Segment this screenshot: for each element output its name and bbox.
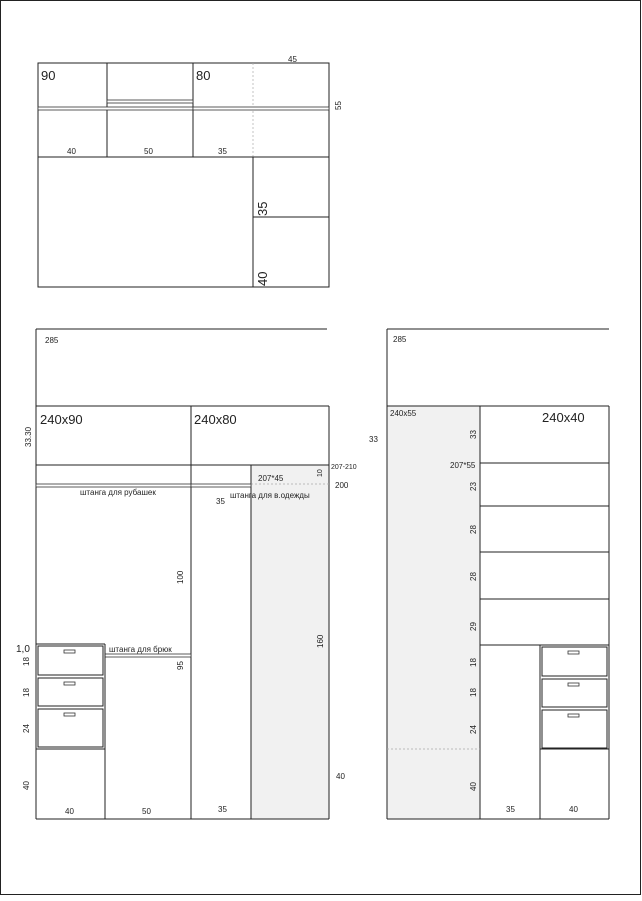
plan-seg-35: 35 [218, 147, 227, 156]
left-elevation [16, 329, 357, 819]
right-elevation [369, 329, 609, 819]
module-240x90: 240x90 [40, 412, 83, 427]
module-240x40: 240x40 [542, 410, 585, 425]
plan-depth-40: 40 [255, 271, 270, 286]
plan-seg-40: 40 [67, 147, 76, 156]
rod-middle [191, 484, 251, 487]
label-rod-trousers: штанга для брюк [109, 645, 172, 654]
inset-10: 10 [317, 469, 324, 477]
right-drawer-18a: 18 [469, 658, 478, 667]
left-mezz-33-30: 33.30 [24, 426, 33, 447]
plan-outline [38, 63, 329, 287]
left-drawer-18b: 18 [22, 688, 31, 697]
left-width-35: 35 [218, 805, 227, 814]
plan-depth-45: 45 [288, 55, 297, 64]
right-shelf-23: 23 [469, 482, 478, 491]
right-height-285: 285 [393, 335, 407, 344]
right-drawer-18b: 18 [469, 688, 478, 697]
right-shelf-29: 29 [469, 622, 478, 631]
left-drawer-24: 24 [22, 724, 31, 733]
rod-shirts [36, 484, 191, 487]
plan-height-55: 55 [334, 101, 343, 110]
rod-trousers [105, 654, 191, 657]
top-plan [38, 55, 343, 287]
right-shelf-28b: 28 [469, 572, 478, 581]
right-shelf-33: 33 [469, 430, 478, 439]
left-height-285: 285 [45, 336, 59, 345]
gap-35: 35 [216, 497, 225, 506]
left-width-40: 40 [65, 807, 74, 816]
drawer-2-handle[interactable] [64, 682, 75, 685]
plan-rod-left [38, 107, 193, 110]
plinth-1-0: 1,0 [16, 644, 30, 655]
module-240x80: 240x80 [194, 412, 237, 427]
plan-width-90: 90 [41, 68, 56, 83]
inset-207-55: 207*55 [450, 461, 476, 470]
height-200: 200 [335, 481, 349, 490]
inset-207-45: 207*45 [258, 474, 284, 483]
left-drawer-18a: 18 [22, 657, 31, 666]
label-rod-shirts: штанга для рубашек [80, 488, 156, 497]
plan-width-80: 80 [196, 68, 211, 83]
plan-rod-mid [107, 100, 193, 103]
label-rod-outerwear: штанга для в.одежды [230, 491, 310, 500]
right-drawer-2-handle[interactable] [568, 683, 579, 686]
right-width-35: 35 [506, 805, 515, 814]
inset-range: 207-210 [331, 464, 357, 471]
right-width-40: 40 [569, 805, 578, 814]
right-drawer-24: 24 [469, 725, 478, 734]
height-95: 95 [176, 661, 185, 670]
drawer-3-handle[interactable] [64, 713, 75, 716]
drawer-1-handle[interactable] [64, 650, 75, 653]
height-160: 160 [316, 634, 325, 648]
height-100: 100 [176, 570, 185, 584]
right-shelf-28a: 28 [469, 525, 478, 534]
right-base-40: 40 [469, 782, 478, 791]
right-mezz-33: 33 [369, 435, 378, 444]
left-width-50: 50 [142, 807, 151, 816]
module-240x55: 240x55 [390, 409, 417, 418]
plan-rod-right [193, 107, 329, 110]
right-drawer-3-handle[interactable] [568, 714, 579, 717]
left-base-40: 40 [22, 781, 31, 790]
plan-seg-50: 50 [144, 147, 153, 156]
plan-depth-35: 35 [255, 201, 270, 216]
left-outer-40: 40 [336, 772, 345, 781]
right-drawer-1-handle[interactable] [568, 651, 579, 654]
